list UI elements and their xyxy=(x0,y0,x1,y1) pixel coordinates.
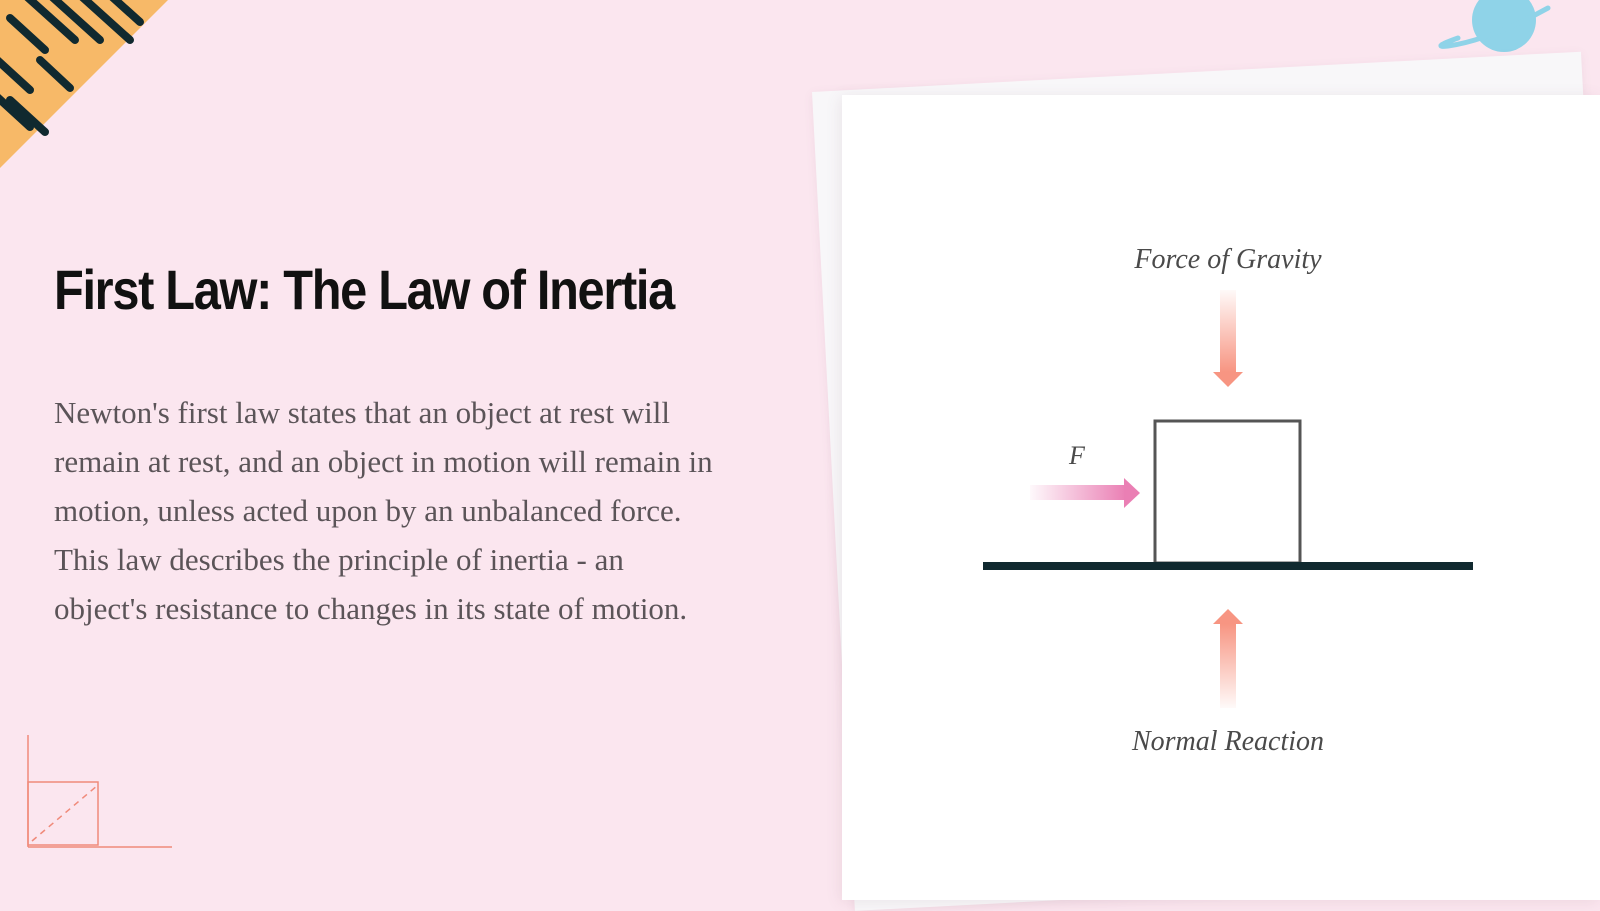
applied-force-arrow xyxy=(1030,478,1140,508)
slide-body-text: Newton's first law states that an object at rest will remain at rest, and an object in motion will remain in motion, unless acted upon by an unbalanced force. This law describes the principle of inertia - an object's resistance to changes in its state of motion. xyxy=(54,395,713,626)
slide-title: First Law: The Law of Inertia xyxy=(54,258,674,321)
block xyxy=(1155,421,1300,563)
normal-reaction-label: Normal Reaction xyxy=(1131,726,1325,757)
ground-line xyxy=(983,562,1473,570)
gravity-label: Force of Gravity xyxy=(1134,244,1322,275)
normal-reaction-arrow xyxy=(1213,609,1243,708)
gravity-arrow xyxy=(1213,290,1243,387)
applied-force-label: F xyxy=(1069,441,1085,470)
